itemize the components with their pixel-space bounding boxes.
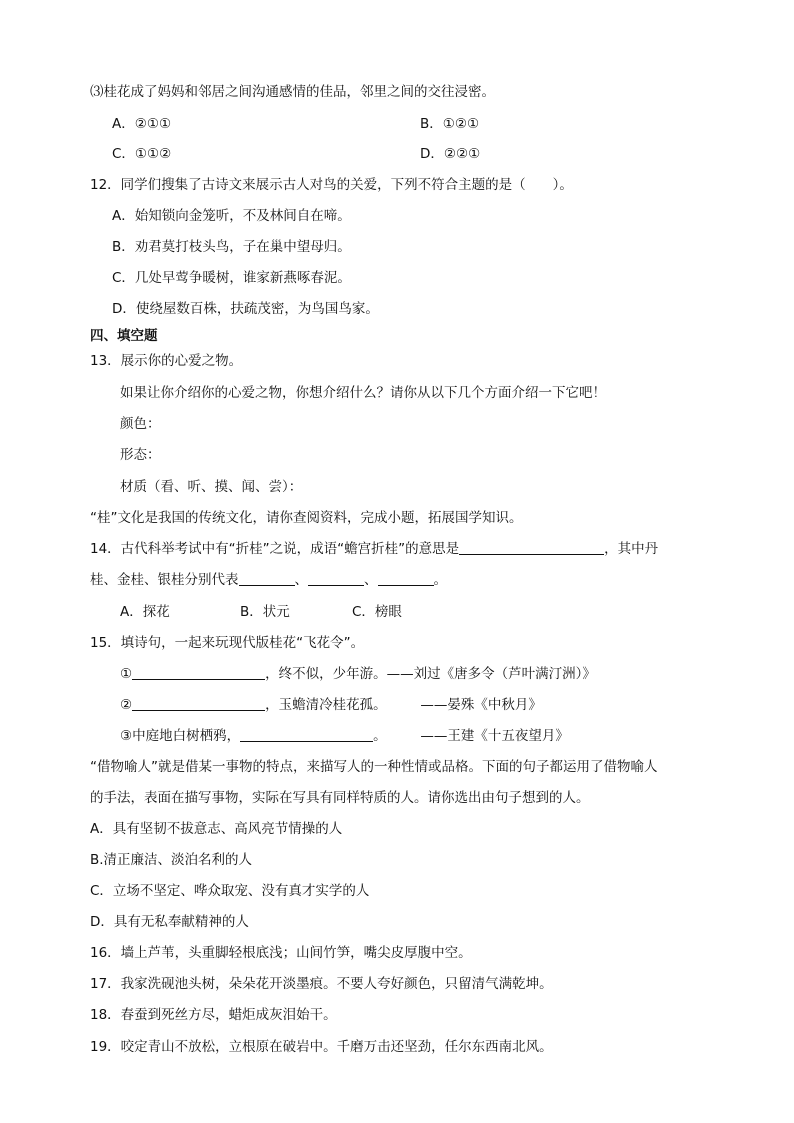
q14-blank-yingui[interactable] [378,571,434,586]
q14-option-b: B．状元 [240,604,290,620]
q14-option-c: C．榜眼 [352,604,402,620]
q11-option-a: A．②①① [112,116,172,132]
q15-blank-1[interactable] [132,665,265,680]
q14-separator: 、 [294,572,308,588]
person-option-d: D．具有无私奉献精神的人 [90,914,249,930]
q14-line-2 [90,570,447,590]
q19-sentence: 19．咬定青山不放松，立根原在破岩中。千磨万击还坚劲，任尔东西南北风。 [90,1039,553,1055]
q17-sentence: 17．我家洗砚池头树，朵朵花开淡墨痕。不要人夸好颜色，只留清气满乾坤。 [90,976,553,992]
q12-option-a: A．始知锁向金笼听，不及林间自在啼。 [112,208,351,224]
q15-item-3 [120,726,569,746]
gui-culture-intro: “桂”文化是我国的传统文化，请你查阅资料，完成小题，拓展国学知识。 [90,510,523,526]
q14-separator: 、 [364,572,378,588]
q15-2-text: ，玉蟾清冷桂花孤。 ——晏殊《中秋月》 [265,697,542,713]
q15-1-text: ，终不似，少年游。——刘过《唐多令（芦叶满汀洲）》 [265,666,596,682]
q14-text-2: ，其中丹 [604,541,659,557]
q12-option-d: D．使绕屋数百株，扶疏茂密，为鸟国鸟家。 [112,301,379,317]
q13-intro: 如果让你介绍你的心爱之物，你想介绍什么？请你从以下几个方面介绍一下它吧！ [120,385,606,401]
q15-3-text-head: ③中庭地白树栖鸦， [120,728,241,744]
q13-color-label: 颜色： [120,416,161,432]
q15-blank-3[interactable] [240,727,373,742]
q11-statement-3: ⑶桂花成了妈妈和邻居之间沟通感情的佳品，邻里之间的交往浸密。 [90,84,495,100]
q12-option-c: C．几处早莺争暖树，谁家新燕啄春泥。 [112,270,351,286]
q15-item-1 [120,664,596,684]
q14-blank-jingui[interactable] [308,571,364,586]
q14-option-a: A．探花 [120,604,170,620]
q14-text-1: 14．古代科举考试中有“折桂”之说，成语“蟾宫折桂”的意思是 [90,541,460,557]
person-option-c: C．立场不坚定、哗众取宠、没有真才实学的人 [90,883,370,899]
q11-option-b: B．①②① [420,116,480,132]
q11-option-c: C．①①② [112,146,172,162]
q14-end: 。 [433,572,447,588]
q16-sentence: 16．墙上芦苇，头重脚轻根底浅；山间竹笋，嘴尖皮厚腹中空。 [90,945,472,961]
q18-sentence: 18．春蚕到死丝方尽，蜡炬成灰泪始干。 [90,1007,337,1023]
q15-3-text: 。 ——王建《十五夜望月》 [373,728,569,744]
q13-material-label: 材质（看、听、摸、闻、尝）： [120,479,303,495]
jiewu-intro-line-2: 的手法，表面在描写事物，实际在写具有同样特质的人。请你选出由句子想到的人。 [90,790,590,806]
q15-2-number: ② [120,697,133,713]
q14-blank-dangui[interactable] [239,571,295,586]
person-option-a: A．具有坚韧不拔意志、高风亮节情操的人 [90,821,343,837]
q13-shape-label: 形态： [120,447,161,463]
q14-blank-meaning[interactable] [459,540,604,555]
q13-stem: 13．展示你的心爱之物。 [90,353,243,369]
section-heading-fill-in: 四、填空题 [90,328,158,344]
q15-stem: 15．填诗句，一起来玩现代版桂花“飞花令”。 [90,635,365,651]
q14-options [120,602,402,622]
q15-item-2 [120,695,542,715]
person-option-b: B.清正廉洁、淡泊名利的人 [90,852,253,868]
jiewu-intro-line-1: “借物喻人”就是借某一事物的特点，来描写人的一种性情或品格。下面的句子都运用了借物喻人 [90,759,658,775]
q12-option-b: B．劝君莫打枝头鸟，子在巢中望母归。 [112,239,351,255]
q12-stem: 12．同学们搜集了古诗文来展示古人对鸟的关爱，下列不符合主题的是（ ）。 [90,177,573,193]
q14-line-1 [90,539,658,559]
q14-text-3: 桂、金桂、银桂分别代表 [90,572,239,588]
q11-option-d: D．②②① [420,146,481,162]
q15-1-number: ① [120,666,133,682]
q15-blank-2[interactable] [132,696,265,711]
